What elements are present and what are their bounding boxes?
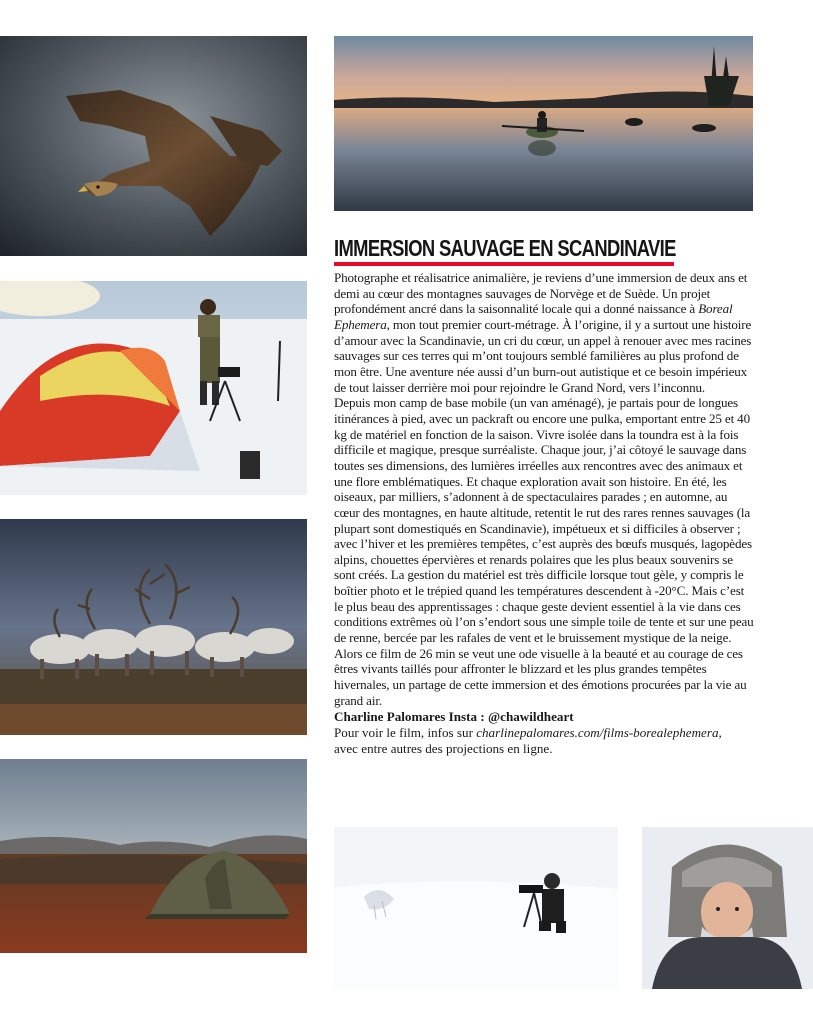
reindeer-herd-photo [0,519,307,735]
film-info [334,725,754,756]
tundra-tent-photo [0,759,307,953]
paragraph-1-end: , mon tout premier court-métrage. À l’origine, il y a surtout une histoire d’amour avec la Scandinavie, un cri du cœur, un appel à renouer avec mes racines sauvages sur ces terres qui m’ont toujours semblé familières au plus profond de mon être. Une aventure née aussi d’un burn-out autistique et ce besoin impérieux de tout laisser derrière moi pour rejoindre le Grand Nord, vers l’inconnu. [334,316,752,395]
film-info-prefix: Pour voir le film, infos sur [334,725,477,741]
paragraph-1-start: Photographe et réalisatrice animalière, je reviens d’une immersion de deux ans et demi au cœur des montagnes sauvages de Norvège et de Suède. Un projet profondément ancré dans la saisonnalité locale qui a donné naissance à [334,270,748,317]
film-website-link[interactable]: charlinepalomares.com/films-borealephemera [476,725,719,741]
photographer-snow-photo [334,827,618,989]
paragraph-1 [334,270,754,395]
title-underline [334,262,674,266]
article-title: IMMERSION SAUVAGE EN SCANDINAVIE [334,235,676,261]
film-info-suffix: avec entre autres des projections en ligne. [334,740,553,756]
paragraph-3: Alors ce film de 26 min se veut une ode visuelle à la beauté et au courage de ces êtres vivants taillés pour affronter le blizzard et les plus grandes tempêtes hivernales, un partage de cette immersion et des émotions procurées par la vie au grand air. [334,645,747,708]
lake-packraft-photo [334,36,753,211]
author-credit: Charline Palomares Insta : @chawildheart [334,709,574,725]
eagle-photo [0,36,307,256]
film-info-comma: , [718,725,722,741]
portrait-fur-hat-photo [642,827,813,989]
tent-snow-photo [0,281,307,495]
paragraph-2: Depuis mon camp de base mobile (un van aménagé), je partais pour de longues itinérances à pied, avec un packraft ou encore une pulka, emportant entre 25 et 40 kg de matériel en fonction de la saison. Vivre isolée dans la toundra est à la fois difficile et magique, presque surréaliste. Chaque jour, j’ai côtoyé le sauvage dans toutes ses dimensions, des lumières irréelles aux rencontres avec des animaux et une flore emblématiques. Et chaque exploration avait son histoire. En été, les oiseaux, par milliers, s’adonnent à de spectaculaires parades ; en automne, au cœur des montagnes, en haute altitude, retentit le rut des rares rennes sauvages (la plupart sont domestiqués en Scandinavie), impétueux et si difficiles à observer ; avec l’hiver et les premières tempêtes, c’est auprès des bœufs musqués, lagopèdes alpins, chouettes épervières et renards polaires que les plus beaux souvenirs se sont créés. La gestion du matériel est très difficile lorsque tout gèle, y compris le boîtier photo et le trépied quand les températures descendent à -20°C. Mais c’est le plus beau des apprentissages : chaque geste devient essentiel à la vie dans ces conditions extrêmes où l’on s’endort sous une simple toile de tente et sur une peau de renne, bercée par les rafales de vent et le bruissement mystique de la neige. [334,395,754,646]
article-body [334,270,754,708]
film-title: Boreal Ephemera [334,301,733,332]
article [334,235,754,756]
